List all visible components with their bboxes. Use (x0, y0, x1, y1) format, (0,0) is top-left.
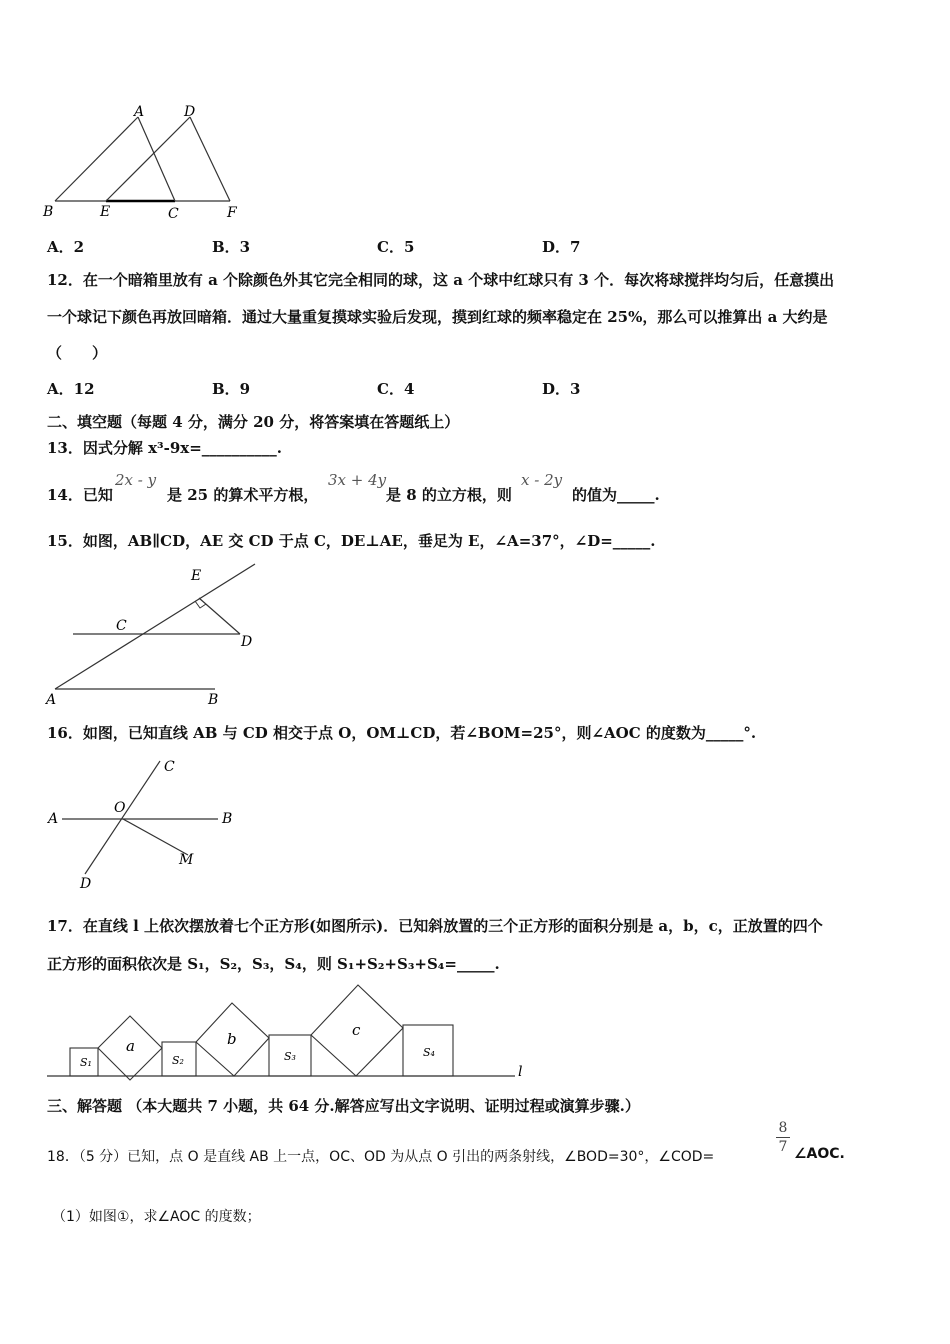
q14-formula-2: 3x + 4y (328, 471, 387, 489)
label-E: E (100, 204, 111, 220)
q18-fraction-numerator: 8 (778, 1120, 788, 1136)
label-B: B (222, 811, 233, 827)
label-D: D (80, 876, 92, 892)
q18-tail: ∠AOC. (794, 1146, 845, 1162)
section2-heading: 二、填空题（每题 4 分，满分 20 分，将答案填在答题纸上） (47, 413, 460, 431)
label-l: l (518, 1064, 523, 1080)
line-AE (55, 564, 255, 689)
q17-figure (40, 980, 540, 1085)
q16-text: 16．如图，已知直线 AB 与 CD 相交于点 O，OM⊥CD，若∠BOM=25°，则∠AOC 的度数为_____°. (47, 724, 757, 742)
line-CD (85, 761, 160, 874)
q12-option-a: A．12 (47, 380, 95, 398)
label-D: D (184, 104, 196, 120)
label-S1: S₁ (80, 1056, 92, 1069)
q11-option-b: B．3 (212, 238, 251, 256)
segment-ED (199, 598, 240, 634)
segment-AC (138, 117, 175, 201)
q17-line1: 17．在直线 l 上依次摆放着七个正方形(如图所示)．已知斜放置的三个正方形的面积分别是 a，b，c，正放置的四个 (47, 917, 823, 935)
label-M: M (179, 852, 194, 868)
q16-figure (40, 752, 270, 897)
label-O: O (114, 800, 126, 816)
label-B: B (43, 204, 54, 220)
q12-line3: （ ） (47, 344, 108, 362)
label-a: a (126, 1037, 135, 1055)
q14-formula-1: 2x - y (115, 471, 157, 489)
label-A: A (134, 104, 145, 120)
label-C: C (164, 759, 175, 775)
label-c: c (352, 1021, 361, 1039)
q12-line1: 12．在一个暗箱里放有 a 个除颜色外其它完全相同的球，这 a 个球中红球只有 3 个．每次将球搅拌均匀后，任意摸出 (47, 271, 835, 289)
q14-formula-3: x - 2y (521, 471, 563, 489)
segment-AB (55, 117, 138, 201)
label-A: A (46, 692, 57, 708)
q12-option-b: B．9 (212, 380, 251, 398)
q11-option-d: D．7 (542, 238, 581, 256)
q15-figure (40, 560, 270, 710)
q15-text: 15．如图，AB∥CD，AE 交 CD 于点 C，DE⊥AE，垂足为 E，∠A=37°，∠D=_____. (47, 532, 656, 550)
label-B: B (208, 692, 219, 708)
q18-fraction-denominator: 7 (778, 1139, 788, 1155)
label-S2: S₂ (172, 1054, 184, 1067)
q14-prefix: 14．已知 (47, 486, 113, 504)
q12-option-d: D．3 (542, 380, 581, 398)
q18-fraction (776, 1120, 790, 1155)
q18-part1: （1）如图①，求∠AOC 的度数； (52, 1209, 261, 1225)
q11-option-a: A．2 (47, 238, 85, 256)
q12-option-c: C．4 (377, 380, 415, 398)
label-F: F (227, 205, 237, 221)
segment-DF (190, 117, 230, 201)
label-b: b (227, 1030, 237, 1048)
ray-OM (123, 819, 188, 855)
label-C: C (168, 206, 179, 222)
label-S3: S₃ (284, 1050, 296, 1063)
q18-text: 18．（5 分）已知，点 O 是直线 AB 上一点，OC、OD 为从点 O 引出的两条射线，∠BOD=30°，∠COD= (47, 1149, 715, 1165)
q13-text: 13．因式分解 x³-9x=__________. (47, 439, 283, 457)
q18-fraction-bar (776, 1137, 790, 1138)
q14-mid1: 是 25 的算术平方根， (167, 486, 319, 504)
label-S4: S₄ (423, 1046, 435, 1059)
label-A: A (48, 811, 59, 827)
section3-heading: 三、解答题 （本大题共 7 小题，共 64 分.解答应写出文字说明、证明过程或演算步骤.） (47, 1097, 640, 1115)
label-D: D (241, 634, 253, 650)
label-C: C (116, 618, 127, 634)
q11-figure (40, 100, 260, 225)
q14-mid2: 是 8 的立方根，则 (386, 486, 512, 504)
label-E: E (191, 568, 202, 584)
q11-option-c: C．5 (377, 238, 415, 256)
q14-suffix: 的值为_____. (572, 486, 660, 504)
q17-line2: 正方形的面积依次是 S₁，S₂，S₃，S₄，则 S₁+S₂+S₃+S₄=_____. (47, 955, 500, 973)
q12-line2: 一个球记下颜色再放回暗箱．通过大量重复摸球实验后发现，摸到红球的频率稳定在 25%，那么可以推算出 a 大约是 (47, 308, 828, 326)
segment-DE (106, 117, 190, 201)
